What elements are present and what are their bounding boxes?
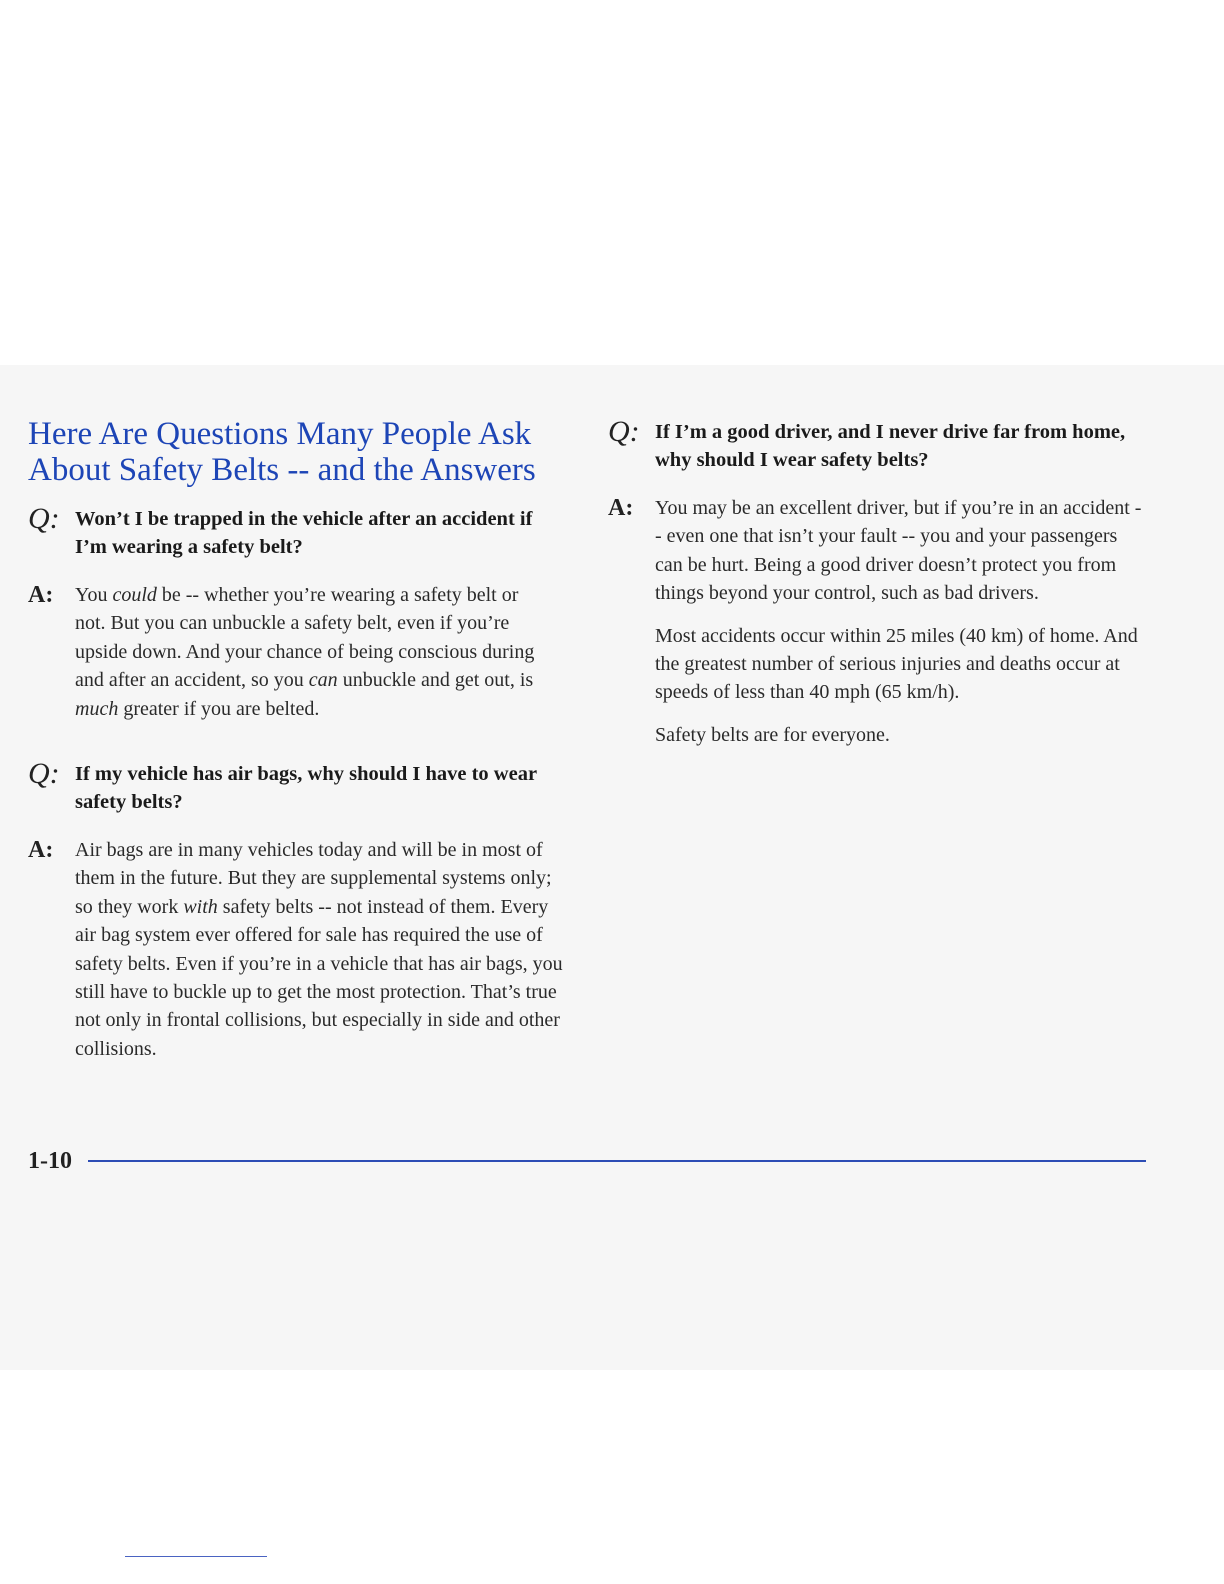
bottom-rule: [125, 1556, 267, 1557]
question-text: If I’m a good driver, and I never drive far from home, why should I wear safety belts?: [655, 421, 1126, 471]
question-marker: Q:: [608, 415, 640, 448]
page-title: [28, 416, 588, 488]
footer-rule: [88, 1160, 1146, 1162]
answer-text: Air bags are in many vehicles today and will be in most of them in the future. But they are supplemental systems only; so they work with safety belts -- not instead of them. Every air bag system ever offered for sale has required the use of safety belts. Even if you’re in a vehicle that has air bags, you still have to buckle up to get the most protection. That’s true not only in frontal collisions, but especially in side and other collisions.: [75, 839, 563, 1060]
answer-paragraph-distance: Most accidents occur within 25 miles (40 km) of home. And the greatest number of serious injuries and deaths occur at speeds of less than 40 mph (65 km/h).: [655, 624, 1138, 704]
page-title-line-1: Here Are Questions Many People Ask: [28, 416, 532, 452]
qa-item-good-driver: [608, 415, 1148, 749]
page-title-line-2: About Safety Belts -- and the Answers: [28, 452, 536, 488]
answer-marker: A:: [28, 837, 54, 863]
answer-paragraph-everyone: Safety belts are for everyone.: [655, 723, 890, 746]
qa-item-trapped: [28, 502, 548, 723]
question-marker: Q:: [28, 757, 60, 790]
qa-item-air-bags: [28, 757, 568, 1063]
answer-text: You may be an excellent driver, but if you’re in an accident -- even one that isn’t your fault -- you and your passengers can be hurt. Being a good driver doesn’t protect you from things beyond your control, such as bad drivers.: [655, 497, 1142, 605]
answer-marker: A:: [28, 582, 54, 608]
page-number: 1-10: [28, 1148, 72, 1174]
question-text: Won’t I be trapped in the vehicle after an accident if I’m wearing a safety belt?: [75, 508, 533, 558]
question-text: If my vehicle has air bags, why should I have to wear safety belts?: [75, 763, 537, 813]
question-marker: Q:: [28, 502, 60, 535]
answer-text: You could be -- whether you’re wearing a safety belt or not. But you can unbuckle a safety belt, even if you’re upside down. And your chance of being conscious during and after an accident, so you can unbuckle and get out, is much greater if you are belted.: [75, 584, 535, 720]
answer-marker: A:: [608, 495, 634, 521]
